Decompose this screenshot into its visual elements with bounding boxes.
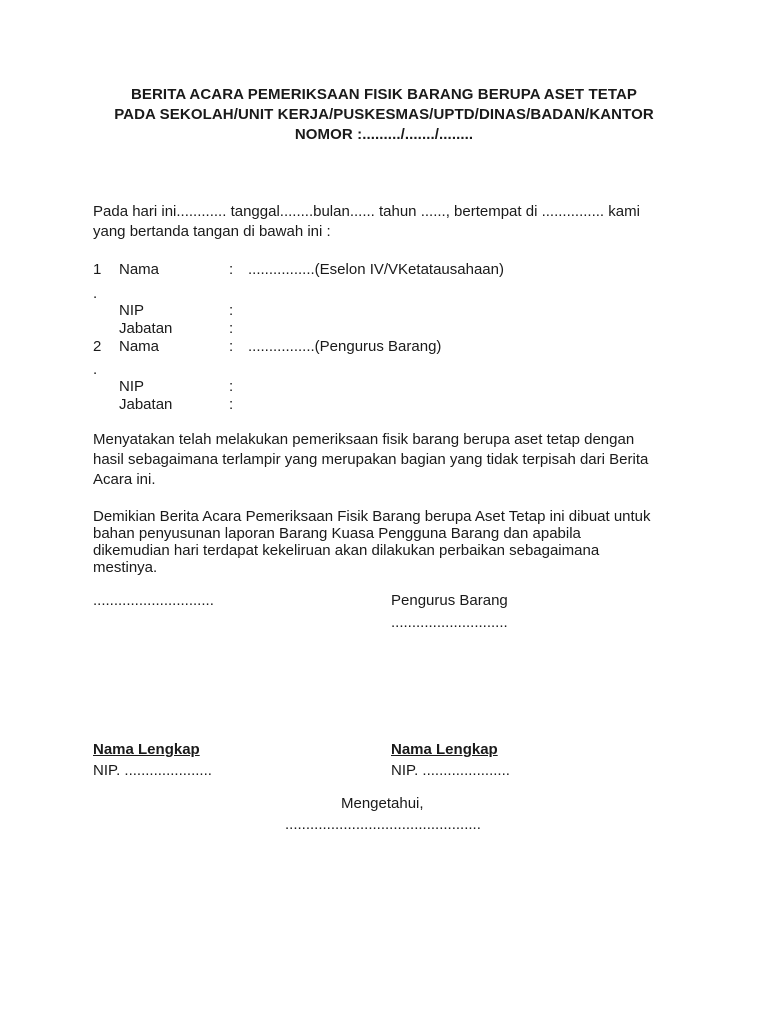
closing-line3: dikemudian hari terdapat kekeliruan akan dilakukan perbaikan sebagaimana (93, 542, 600, 559)
statement-line1: Menyatakan telah melakukan pemeriksaan fisik barang berupa aset tetap dengan (93, 431, 635, 448)
person1-nama-label: Nama (119, 261, 160, 278)
statement-line2: hasil sebagaimana terlampir yang merupakan bagian yang tidak terpisah dari Berita (93, 451, 649, 468)
person2-dot: . (93, 361, 98, 378)
right-signatory-name: Nama Lengkap (391, 741, 498, 758)
left-signatory-title: ............................. (93, 592, 214, 609)
person1-number: 1 (93, 261, 102, 278)
person2-nama-colon: : (229, 338, 234, 355)
right-signatory-nip: NIP. ..................... (391, 762, 510, 779)
closing-line4: mestinya. (93, 559, 158, 576)
person1-nama-value: ................(Eselon IV/VKetatausahaan) (248, 261, 504, 278)
closing-line1: Demikian Berita Acara Pemeriksaan Fisik Barang berupa Aset Tetap ini dibuat untuk (93, 508, 651, 525)
intro-line1: Pada hari ini............ tanggal........bulan...... tahun ......, bertempat di ............... kami (93, 203, 640, 220)
document-title-line2: PADA SEKOLAH/UNIT KERJA/PUSKESMAS/UPTD/DINAS/BADAN/KANTOR (114, 106, 654, 123)
left-signatory-name: Nama Lengkap (93, 741, 200, 758)
right-signatory-subtitle: ............................ (391, 614, 508, 631)
closing-line2: bahan penyusunan laporan Barang Kuasa Pengguna Barang dan apabila (93, 525, 581, 542)
person2-number: 2 (93, 338, 102, 355)
person2-jabatan-label: Jabatan (119, 396, 173, 413)
person1-nip-colon: : (229, 302, 234, 319)
person2-nip-colon: : (229, 378, 234, 395)
person2-nip-label: NIP (119, 378, 145, 395)
left-signatory-nip: NIP. ..................... (93, 762, 212, 779)
person1-jabatan-label: Jabatan (119, 320, 173, 337)
statement-line3: Acara ini. (93, 471, 156, 488)
person2-nama-value: ................(Pengurus Barang) (248, 338, 442, 355)
acknowledge-signature-line: ............................................... (285, 816, 481, 833)
person2-nama-label: Nama (119, 338, 160, 355)
person2-jabatan-colon: : (229, 396, 234, 413)
person1-dot: . (93, 285, 98, 302)
right-signatory-title: Pengurus Barang (391, 592, 508, 609)
document-title-line1: BERITA ACARA PEMERIKSAAN FISIK BARANG BERUPA ASET TETAP (130, 86, 638, 103)
intro-line2: yang bertanda tangan di bawah ini : (93, 223, 331, 240)
person1-jabatan-colon: : (229, 320, 234, 337)
person1-nip-label: NIP (119, 302, 145, 319)
acknowledge-label: Mengetahui, (341, 795, 424, 812)
person1-nama-colon: : (229, 261, 234, 278)
document-number: NOMOR :........./......./........ (294, 126, 474, 143)
